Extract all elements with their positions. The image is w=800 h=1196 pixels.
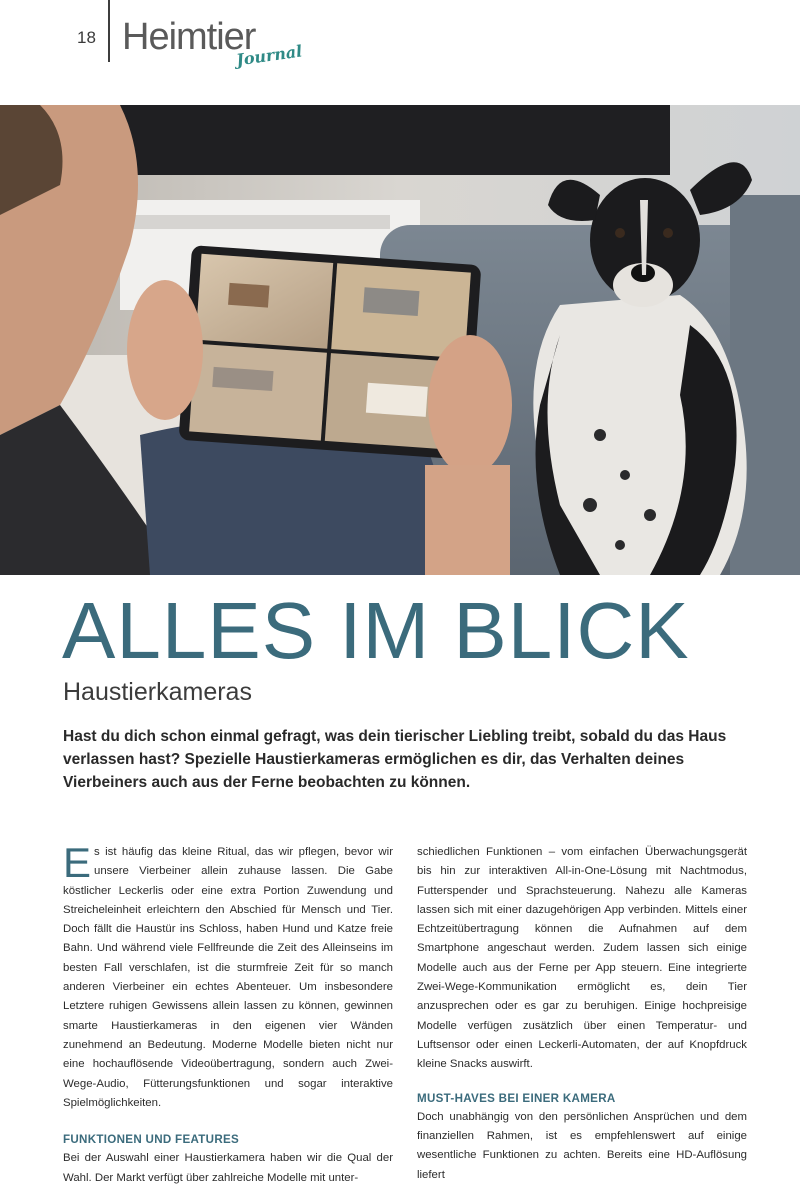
drop-cap: E (63, 839, 92, 886)
article-headline: ALLES IM BLICK (62, 586, 690, 675)
hero-photo-illustration (0, 105, 800, 575)
section-heading: FUNKTIONEN UND FEATURES (63, 1133, 240, 1147)
body-paragraph-text: s ist häufig das kleine Ritual, das wir pflegen, bevor wir unsere Vierbeiner allein zuhause lassen. Die Gabe köstlicher Leckerlis oder eine extra Portion Zuwendung und Streicheleinheit erleichtern den Abschied für Mensch und Tier. Doch fällt die Haustür ins Schloss, haben Hund und Katze freie Bahn. Und während viele Fellfreunde die Zeit des Alleinseins im besten Fall verschlafen, ist die sturmfreie Zeit für so manch anderen Vierbeiner ein echtes Abenteuer. Um insbesondere Letztere ruhigen Gewissens allein lassen zu können, gewinnen smarte Haustierkameras in den eigenen vier Wänden zunehmend an Bedeutung. Moderne Modelle bieten nicht nur eine hochauflösende Videoübertragung, sondern auch Zwei-Wege-Audio, Fütterungsfunktionen und sogar interaktive Spielmöglichkeiten. (63, 846, 393, 1109)
logo-script: Journal (235, 41, 304, 70)
hero-photo (0, 105, 800, 575)
header-divider (108, 0, 110, 62)
body-paragraph: Bei der Auswahl einer Haustierkamera haben wir die Qual der Wahl. Der Markt verfügt über zahlreiche Modelle mit unter- (63, 1152, 393, 1184)
text-column-left (63, 839, 393, 1188)
section-heading: MUST-HAVES BEI EINER KAMERA (417, 1091, 616, 1105)
logo-wordmark: Heimtier (122, 16, 256, 58)
article-subtitle: Haustierkameras (63, 678, 252, 706)
page-header (0, 0, 800, 80)
body-paragraph: schiedlichen Funktionen – vom einfachen Überwachungsgerät bis hin zur interaktiven All-in-One-Lösung mit Nachtmodus, Futterspender und Sprachsteuerung. Nahezu alle Kameras lassen sich mit einer dazugehörigen App verbinden. Mittels einer Echtzeitübertragung können die Aufnahmen auf dem Smartphone angeschaut werden. Zudem lassen sich einige Modelle auch aus der Ferne per App steuern. Eine integrierte Zwei-Wege-Kommunikation ermöglicht es, dein Tier anzusprechen oder es gar zu beruhigen. Einige hochpreisige Modelle verfügen zusätzlich über einen Temperatur- und Luftsensor oder einen Leckerli-Automaten, der auf Knopfdruck kleine Snacks auswirft. (417, 846, 747, 1071)
text-column-right (417, 843, 747, 1185)
body-paragraph (63, 839, 393, 1113)
body-paragraph: Doch unabhängig von den persönlichen Ansprüchen und dem finanziellen Rahmen, ist es empfehlenswert auf einige wesentliche Funktionen zu achten. Bereits eine HD-Auflösung liefert (417, 1110, 747, 1181)
page-number: 18 (77, 28, 96, 47)
article-lead: Hast du dich schon einmal gefragt, was dein tierischer Liebling treibt, sobald du das Haus verlassen hast? Spezielle Haustierkameras ermöglichen es dir, das Verhalten deines Vierbeiners auch aus der Ferne beobachten zu können. (63, 728, 727, 791)
magazine-logo (122, 16, 312, 72)
